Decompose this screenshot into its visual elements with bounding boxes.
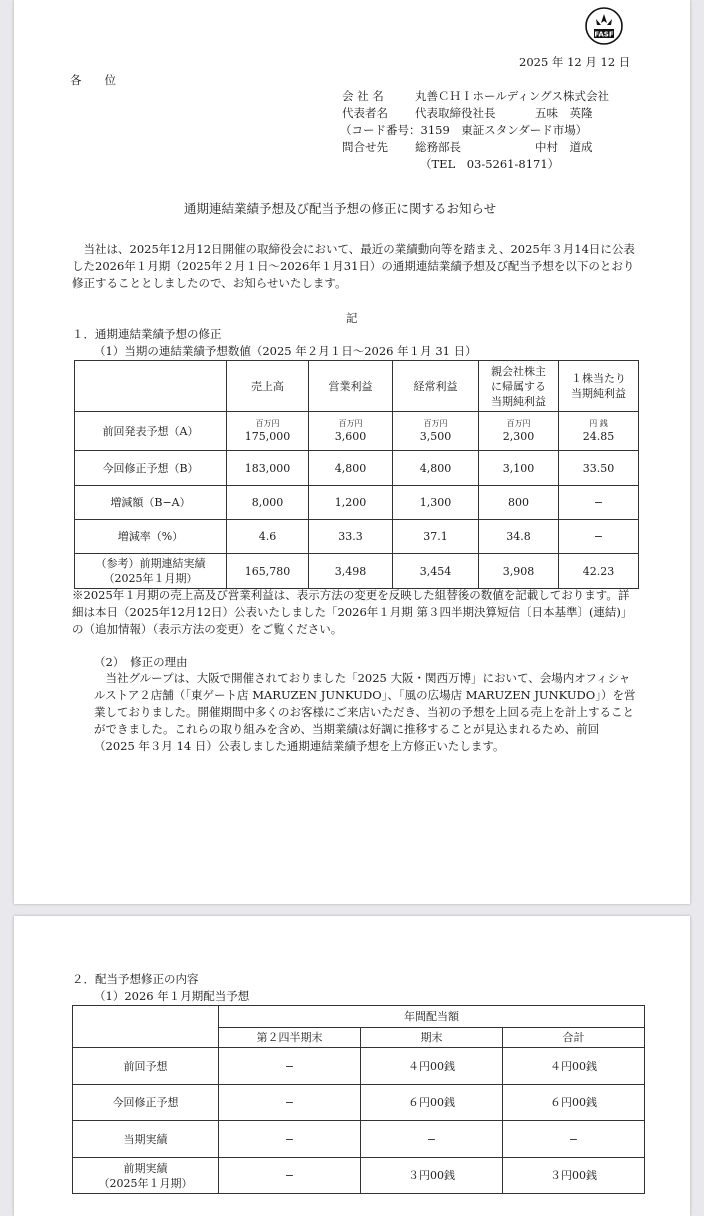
- table-row: [75, 486, 639, 520]
- table-cell: [479, 412, 559, 451]
- table-header-row: [73, 1006, 645, 1028]
- header-q2-end: 第２四半期末: [219, 1028, 361, 1048]
- earnings-forecast-table: [74, 360, 639, 589]
- addressee: 各 位: [70, 73, 116, 87]
- section1-reason-heading: （2） 修正の理由: [94, 655, 188, 669]
- table-cell: 165,780: [227, 554, 309, 589]
- table-cell: 4,800: [309, 451, 393, 486]
- table-cell: [309, 412, 393, 451]
- table-row: [75, 451, 639, 486]
- cell-value: 3,500: [419, 429, 452, 443]
- table-row: [75, 554, 639, 589]
- row-label-line2: （2025年１月期）: [103, 572, 198, 585]
- table-cell: 183,000: [227, 451, 309, 486]
- reason-paragraph: 当社グループは、大阪で開催されておりました「2025 大阪・関西万博」において、会場内オフィシャルストア２店舗（「東ゲート店 MARUZEN JUNKUDO」、「風の広場店 MARUZEN JUNKUDO」）を営業しておりました。開催期間中多くのお客様にご来店いただき、当初の予想を上回る売上を計上することができました。これらの取り組みを含め、当期業績は好調に推移することが見込まれるため、前回（2025 年３月 14 日）公表しました通期連結業績予想を上方修正いたします。: [94, 671, 636, 753]
- representative-name: 五味 英隆: [535, 106, 593, 120]
- table-cell: 1,300: [393, 486, 479, 520]
- row-label: [73, 1158, 219, 1194]
- table-cell: 3,908: [479, 554, 559, 589]
- table-corner-cell: [75, 361, 227, 412]
- row-label: 前回予想: [73, 1048, 219, 1085]
- cell-value: 2,300: [502, 429, 535, 443]
- ki-heading: 記: [346, 311, 358, 325]
- table-cell: 34.8: [479, 520, 559, 554]
- table-row: [73, 1048, 645, 1085]
- table-cell: 8,000: [227, 486, 309, 520]
- table-cell: ４円00銭: [361, 1048, 503, 1085]
- section1-heading: １．通期連結業績予想の修正: [72, 327, 222, 341]
- company-name-label: 会 社 名: [342, 89, 384, 103]
- row-label: 今回修正予想（B）: [75, 451, 227, 486]
- header-annual-dividend: 年間配当額: [219, 1006, 645, 1028]
- company-name: 丸善ＣＨＩホールディングス株式会社: [415, 89, 610, 103]
- header-eps-text: １株当たり当期純利益: [571, 372, 626, 400]
- row-label: 前回発表予想（A）: [75, 412, 227, 451]
- table-cell: ６円00銭: [361, 1085, 503, 1121]
- stock-code: （コード番号：3159 東証スタンダード市場）: [340, 123, 588, 137]
- table-row: [75, 520, 639, 554]
- dividend-forecast-table: [72, 1005, 645, 1194]
- table-cell: 33.50: [559, 451, 639, 486]
- table-cell: [559, 412, 639, 451]
- header-net-income-text: 親会社株主に帰属する当期純利益: [491, 364, 546, 408]
- representative-label: 代表者名: [342, 106, 388, 120]
- table-cell: [227, 412, 309, 451]
- contact-phone: （TEL 03-5261-8171）: [420, 157, 560, 171]
- unit-label: 百万円: [423, 418, 448, 428]
- table-cell: 4,800: [393, 451, 479, 486]
- unit-label: 百万円: [255, 418, 280, 428]
- table-header-row: [75, 361, 639, 412]
- table-cell: ３円00銭: [361, 1158, 503, 1194]
- table-cell: 3,498: [309, 554, 393, 589]
- unit-label: 百万円: [338, 418, 363, 428]
- unit-label: 円 銭: [589, 418, 608, 428]
- table-cell: −: [361, 1121, 503, 1158]
- table-cell: 37.1: [393, 520, 479, 554]
- cell-value: 24.85: [582, 429, 615, 443]
- table-row: [73, 1085, 645, 1121]
- contact-name: 中村 道成: [535, 140, 593, 154]
- contact-label: 問合せ先: [342, 140, 388, 154]
- table-cell: −: [219, 1158, 361, 1194]
- row-label: 増減額（B−A）: [75, 486, 227, 520]
- row-label-line1: 前期実績: [123, 1161, 168, 1175]
- header-year-end: 期末: [361, 1028, 503, 1048]
- table-cell: ４円00銭: [503, 1048, 645, 1085]
- cell-value: 3,600: [334, 429, 367, 443]
- document-page-1: [14, 0, 690, 904]
- table-cell: 3,454: [393, 554, 479, 589]
- section1-subheading: （1）当期の連結業績予想数値（2025 年２月１日〜2026 年１月 31 日）: [94, 344, 477, 358]
- intro-paragraph: 当社は、2025年12月12日開催の取締役会において、最近の業績動向等を踏まえ、2025年３月14日に公表した2026年１月期（2025年２月１日〜2026年１月31日）の通期連結業績予想及び配当予想を以下のとおり修正することとしましたので、お知らせいたします。: [72, 242, 635, 290]
- table-row: [75, 412, 639, 451]
- row-label-line2: （2025年１月期）: [98, 1176, 193, 1190]
- section2-subheading: （1）2026 年１月期配当予想: [94, 989, 250, 1003]
- table-cell: 1,200: [309, 486, 393, 520]
- table-cell: ６円00銭: [503, 1085, 645, 1121]
- fasf-logo: [584, 6, 624, 46]
- table-cell: ３円00銭: [503, 1158, 645, 1194]
- table-cell: 4.6: [227, 520, 309, 554]
- row-label: [75, 554, 227, 589]
- representative-title: 代表取締役社長: [415, 106, 496, 120]
- table-cell: 800: [479, 486, 559, 520]
- row-label: 増減率（%）: [75, 520, 227, 554]
- row-label: 当期実績: [73, 1121, 219, 1158]
- table-row: [73, 1158, 645, 1194]
- document-title: 通期連結業績予想及び配当予想の修正に関するお知らせ: [184, 201, 497, 216]
- table-corner-cell: [73, 1006, 219, 1048]
- table-cell: −: [219, 1085, 361, 1121]
- issue-date: 2025 年 12 月 12 日: [519, 55, 631, 69]
- cell-value: 175,000: [244, 429, 291, 443]
- table-row: [73, 1121, 645, 1158]
- table-footnote: ※2025年１月期の売上高及び営業利益は、表示方法の変更を反映した組替後の数値を記載しております。詳細は本日（2025年12月12日）公表いたしました「2026年１月期 第３四半期決算短信〔日本基準〕(連結)」の（追加情報）（表示方法の変更）をご覧ください。: [72, 588, 630, 636]
- unit-label: 百万円: [506, 418, 531, 428]
- row-label-line1: （参考）前期連結実績: [95, 557, 206, 570]
- table-cell: 3,100: [479, 451, 559, 486]
- table-cell: [393, 412, 479, 451]
- table-cell: 33.3: [309, 520, 393, 554]
- table-cell: −: [219, 1121, 361, 1158]
- row-label: 今回修正予想: [73, 1085, 219, 1121]
- section2-heading: ２．配当予想修正の内容: [72, 972, 199, 986]
- document-page-2: [14, 916, 690, 1216]
- table-cell: −: [559, 486, 639, 520]
- header-total: 合計: [503, 1028, 645, 1048]
- table-cell: −: [559, 520, 639, 554]
- fasf-logo-text: FASF: [594, 30, 614, 39]
- header-ordinary-profit: 経常利益: [393, 361, 479, 412]
- header-operating-profit: 営業利益: [309, 361, 393, 412]
- header-eps: [559, 361, 639, 412]
- contact-department: 総務部長: [415, 140, 461, 154]
- table-cell: −: [219, 1048, 361, 1085]
- header-net-income: [479, 361, 559, 412]
- header-net-sales: 売上高: [227, 361, 309, 412]
- table-cell: −: [503, 1121, 645, 1158]
- table-cell: 42.23: [559, 554, 639, 589]
